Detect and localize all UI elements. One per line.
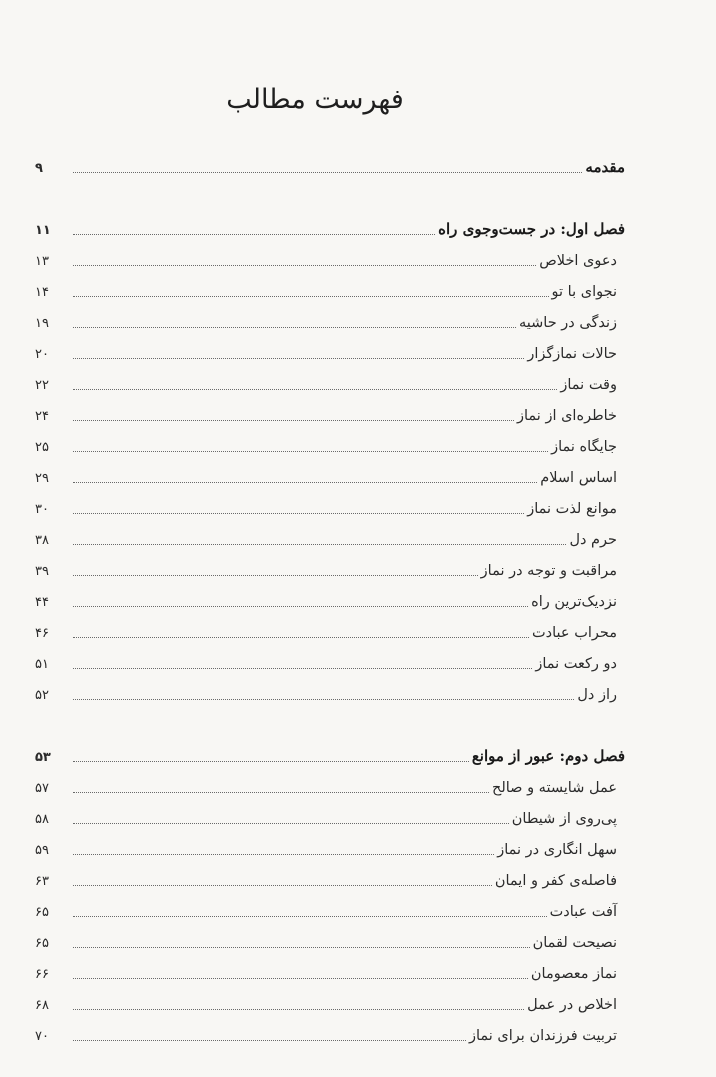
toc-page-number: ۵۹ [35, 843, 49, 858]
toc-entry-label: نصیحت لقمان [532, 934, 617, 951]
leader-dots [73, 327, 516, 328]
toc-entry-label: راز دل [577, 686, 617, 703]
toc-entry[interactable] [35, 427, 625, 458]
toc-entry-label: دعوی اخلاص [539, 252, 617, 269]
toc-chapter-2[interactable] [35, 737, 625, 768]
leader-dots [73, 575, 478, 576]
toc-entry-label: مراقبت و توجه در نماز [480, 562, 617, 579]
toc-entry[interactable] [35, 675, 625, 706]
toc-entry-label: عمل شایسته و صالح [491, 779, 617, 796]
toc-entry-label: فاصله‌ی کفر و ایمان [494, 872, 617, 889]
toc-entry-label: نزدیک‌ترین راه [531, 593, 617, 610]
toc-page-number: ۵۷ [35, 781, 49, 796]
toc-entry[interactable] [35, 582, 625, 613]
toc-entry-label: محراب عبادت [532, 624, 617, 641]
toc-entry[interactable] [35, 861, 625, 892]
toc-chapter-label: فصل اول: در جست‌وجوی راه [438, 220, 625, 238]
toc-entry[interactable] [35, 365, 625, 396]
toc-page-number: ۹ [35, 161, 43, 176]
toc-entry-label: اساس اسلام [540, 469, 617, 486]
toc-entry-intro[interactable] [35, 148, 625, 179]
toc-entry[interactable] [35, 396, 625, 427]
toc-entry[interactable] [35, 458, 625, 489]
leader-dots [73, 234, 435, 235]
toc-chapter-label: فصل دوم: عبور از موانع [471, 747, 625, 765]
toc-page-number: ۶۸ [35, 998, 49, 1013]
toc-entry[interactable] [35, 241, 625, 272]
toc-entry-label: خاطره‌ای از نماز [517, 407, 617, 424]
leader-dots [73, 885, 492, 886]
toc-page-number: ۳۹ [35, 564, 49, 579]
leader-dots [73, 265, 536, 266]
toc-page-number: ۱۳ [35, 254, 49, 269]
toc-entry-label: مقدمه [585, 158, 625, 176]
leader-dots [73, 699, 574, 700]
toc-page-number: ۵۱ [35, 657, 49, 672]
toc-entry-label: حالات نمازگزار [527, 345, 617, 362]
leader-dots [73, 978, 528, 979]
toc-entry-label: سهل انگاری در نماز [497, 841, 617, 858]
leader-dots [73, 761, 469, 762]
toc-entry[interactable] [35, 954, 625, 985]
toc-page-number: ۶۵ [35, 905, 49, 920]
leader-dots [73, 1040, 466, 1041]
leader-dots [73, 172, 582, 173]
toc-page-number: ۴۶ [35, 626, 49, 641]
leader-dots [73, 1009, 524, 1010]
toc-entry[interactable] [35, 830, 625, 861]
toc-entry-label: نجوای با تو [551, 283, 617, 300]
toc-page-number: ۱۴ [35, 285, 49, 300]
toc-page-number: ۲۴ [35, 409, 49, 424]
toc-page-number: ۲۰ [35, 347, 49, 362]
toc-entry[interactable] [35, 923, 625, 954]
toc-entry-label: نماز معصومان [530, 965, 617, 982]
toc-entry[interactable] [35, 1016, 625, 1047]
leader-dots [73, 792, 489, 793]
toc-page-number: ۶۳ [35, 874, 49, 889]
toc-entry[interactable] [35, 489, 625, 520]
toc-page-number: ۲۹ [35, 471, 49, 486]
leader-dots [73, 358, 524, 359]
toc-entry[interactable] [35, 272, 625, 303]
section-gap [35, 179, 625, 210]
toc-page-number: ۳۸ [35, 533, 49, 548]
leader-dots [73, 637, 529, 638]
toc-page-number: ۵۲ [35, 688, 49, 703]
table-of-contents [35, 148, 625, 1047]
toc-page-number: ۷۰ [35, 1029, 49, 1044]
toc-entry-label: آفت عبادت [549, 903, 617, 920]
leader-dots [73, 482, 537, 483]
toc-entry-label: زندگی در حاشیه [519, 314, 617, 331]
leader-dots [73, 668, 532, 669]
toc-entry[interactable] [35, 985, 625, 1016]
leader-dots [73, 389, 557, 390]
toc-page-number: ۲۲ [35, 378, 49, 393]
leader-dots [73, 296, 549, 297]
section-gap [35, 706, 625, 737]
toc-page-number: ۲۵ [35, 440, 49, 455]
toc-entry-label: وقت نماز [560, 376, 617, 393]
toc-entry[interactable] [35, 799, 625, 830]
toc-entry-label: اخلاص در عمل [527, 996, 617, 1013]
toc-entry[interactable] [35, 334, 625, 365]
chapter-2-entries [35, 768, 625, 1047]
toc-entry[interactable] [35, 892, 625, 923]
leader-dots [73, 513, 524, 514]
toc-page-number: ۵۸ [35, 812, 49, 827]
toc-entry-label: پی‌روی از شیطان [511, 810, 617, 827]
toc-entry[interactable] [35, 303, 625, 334]
leader-dots [73, 451, 548, 452]
leader-dots [73, 823, 509, 824]
toc-page-number: ۱۹ [35, 316, 49, 331]
toc-chapter-1[interactable] [35, 210, 625, 241]
leader-dots [73, 606, 528, 607]
leader-dots [73, 420, 514, 421]
toc-page-number: ۵۳ [35, 750, 51, 765]
toc-page-number: ۱۱ [35, 223, 51, 238]
page-title: فهرست مطالب [226, 84, 404, 115]
leader-dots [73, 947, 530, 948]
toc-entry[interactable] [35, 644, 625, 675]
toc-page-number: ۳۰ [35, 502, 49, 517]
toc-page-number: ۴۴ [35, 595, 49, 610]
leader-dots [73, 916, 547, 917]
chapter-1-entries [35, 241, 625, 706]
toc-entry-label: جایگاه نماز [551, 438, 617, 455]
toc-entry-label: دو رکعت نماز [535, 655, 617, 672]
toc-page-number: ۶۵ [35, 936, 49, 951]
leader-dots [73, 854, 494, 855]
toc-entry-label: موانع لذت نماز [527, 500, 617, 517]
toc-entry[interactable] [35, 768, 625, 799]
toc-entry-label: حرم دل [569, 531, 617, 548]
toc-entry[interactable] [35, 613, 625, 644]
leader-dots [73, 544, 566, 545]
toc-page-number: ۶۶ [35, 967, 49, 982]
toc-entry-label: تربیت فرزندان برای نماز [468, 1027, 617, 1044]
toc-entry[interactable] [35, 520, 625, 551]
toc-entry[interactable] [35, 551, 625, 582]
